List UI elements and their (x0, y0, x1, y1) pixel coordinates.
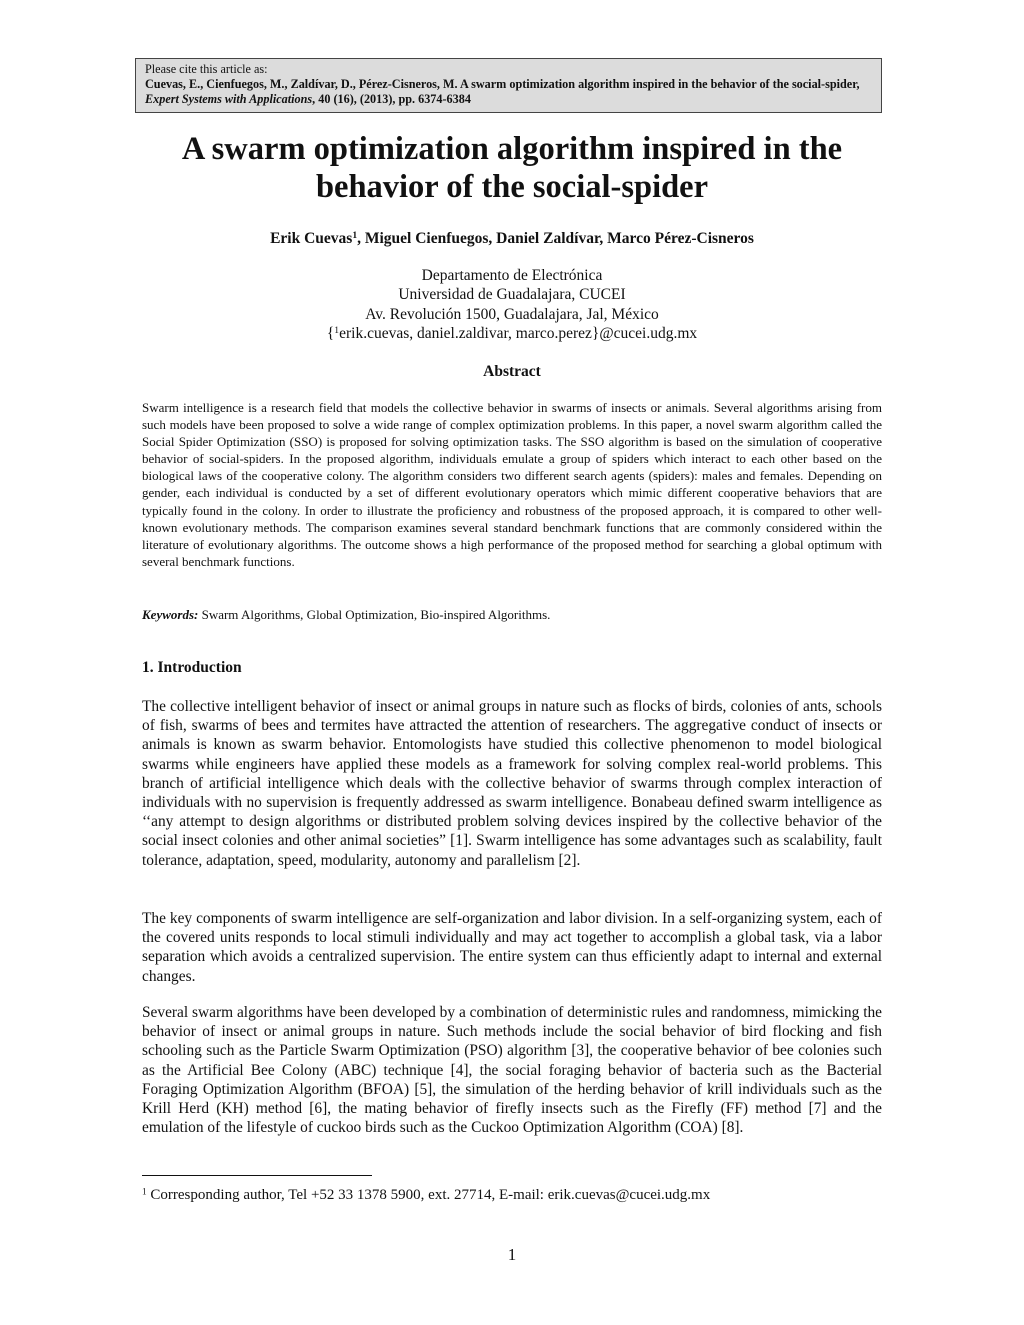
footnote-marker: 1 (142, 1187, 147, 1198)
affiliation-university: Universidad de Guadalajara, CUCEI (398, 286, 626, 304)
citation-intro: Please cite this article as: (145, 62, 268, 76)
footnote-divider (142, 1175, 372, 1176)
paper-title-line-1: A swarm optimization algorithm inspired in the (181, 131, 843, 167)
abstract-text: Swarm intelligence is a research field that models the collective behavior in swarms of insects or animals. Several algorithms arising from such models have been proposed to solve a wide range of complex optimization problems. In this paper, a novel swarm algorithm called the Social Spider Optimization (SSO) is proposed for solving optimization tasks. The SSO algorithm is based on the simulation of cooperative behavior of social-spiders. In the proposed algorithm, individuals emulate a group of spiders which interact to each other based on the biological laws of the cooperative colony. The algorithm considers two different search agents (spiders): males and females. Depending on gender, each individual is conducted by a set of different evolutionary operators which mimic different cooperative behaviors that are typically found in the colony. In order to illustrate the proficiency and robustness of the proposed approach, it is compared to other well-known evolutionary methods. The comparison examines several standard benchmark functions that are commonly considered within the literature of evolutionary algorithms. The outcome shows a high performance of the proposed method for searching a global optimum with several benchmark functions. (142, 400, 882, 569)
first-author: Erik Cuevas (270, 230, 353, 247)
abstract-heading: Abstract (483, 363, 541, 380)
footnote-text: Corresponding author, Tel +52 33 1378 5900, ext. 27714, E-mail: erik.cuevas@cucei.udg.mx (146, 1187, 711, 1203)
keywords-text: Swarm Algorithms, Global Optimization, Bio-inspired Algorithms. (198, 607, 551, 622)
keywords (142, 606, 882, 623)
paper-title (100, 130, 924, 206)
affiliation-department: Departamento de Electrónica (421, 267, 603, 284)
author-list (100, 229, 924, 249)
author-footnote-marker: 1 (352, 230, 358, 242)
footnote (142, 1186, 882, 1205)
keywords-label: Keywords: (142, 607, 199, 622)
affiliation-emails: {$^1$erik.cuevas, daniel.zaldivar, marco.perez}@cucei.udg.mx (326, 324, 698, 342)
citation-box (135, 58, 882, 113)
citation-volume: , 40 (16), (2013), pp. 6374-6384 (312, 92, 471, 107)
intro-paragraph-1: The collective intelligent behavior of insect or animal groups in nature such as flocks of birds, colonies of ants, schools of fish, swarms of bees and termites have attracted the attention of researchers. The aggregative conduct of insects or animals is known as swarm behavior. Entomologists have studied this collective phenomenon to model biological swarms while engineers have applied these models as a framework for solving complex real-world problems. This branch of artificial intelligence which deals with the collective behavior of swarms through complex interaction of individuals with no supervision is frequently addressed as swarm intelligence. Bonabeau defined swarm intelligence as ‘‘any attempt to design algorithms or distributed problem solving devices inspired by the collective behavior of the social insect colonies and other animal societies” [1]. Swarm intelligence has some advantages such as scalability, fault tolerance, adaptation, speed, modularity, autonomy and parallelism [2]. (142, 698, 882, 869)
paper-title-line-2: behavior of the social-spider (315, 169, 709, 205)
affiliation-address: Av. Revolución 1500, Guadalajara, Jal, México (365, 305, 659, 323)
affiliation (100, 266, 924, 343)
citation-reference (145, 77, 873, 107)
page-number: 1 (507, 1245, 517, 1264)
citation-journal: Expert Systems with Applications (145, 92, 313, 107)
intro-paragraph-3: Several swarm algorithms have been developed by a combination of deterministic rules and randomness, mimicking the behavior of insect or animal groups in nature. Such methods include the social behavior of bird flocking and fish schooling such as the Particle Swarm Optimization (PSO) algorithm [3], the cooperative behavior of bee colonies such as the Artificial Bee Colony (ABC) technique [4], the social foraging behavior of bacteria such as the Bacterial Foraging Optimization Algorithm (BFOA) [5], the simulation of the herding behavior of krill individuals such as the Krill Herd (KH) method [6], the mating behavior of firefly insects such as the Firefly (FF) method [7] and the emulation of the lifestyle of cuckoo birds such as the Cuckoo Optimization Algorithm (COA) [8]. (142, 1004, 882, 1137)
section-heading-introduction: 1. Introduction (142, 659, 242, 676)
citation-authors: Cuevas, E., Cienfuegos, M., Zaldívar, D., Pérez-Cisneros, M. A swarm optimization algorithm inspired in the behavior of the social-spider, (145, 77, 860, 92)
intro-paragraph-2: The key components of swarm intelligence are self-organization and labor division. In a self-organizing system, each of the covered units responds to local stimuli individually and may act together to accomplish a global task, via a labor separation which avoids a centralized supervision. The entire system can thus efficiently adapt to internal and external changes. (142, 910, 882, 985)
other-authors: , Miguel Cienfuegos, Daniel Zaldívar, Marco Pérez-Cisneros (357, 230, 754, 247)
